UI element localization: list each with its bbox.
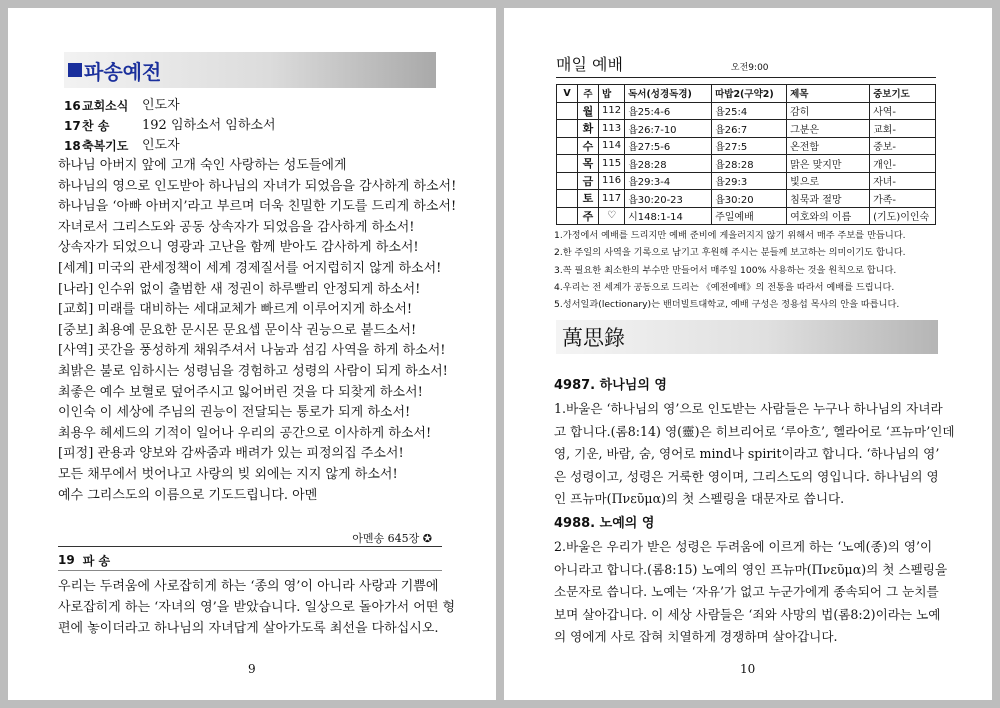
order-label: 찬 송 — [82, 119, 110, 133]
table-header-row — [557, 85, 936, 103]
table-cell: 빛으로 — [787, 172, 870, 190]
table-cell: 욥30:20 — [712, 190, 787, 208]
amen-hymn-reference: 아멘송 645장 ✪ — [352, 532, 432, 545]
prayer-line: 예수 그리스도의 이름으로 기도드립니다. 아멘 — [58, 487, 318, 503]
note-line: 3.꼭 필요한 최소한의 부수만 만들어서 매주일 100% 사용하는 것을 원칙으로 합니다. — [554, 264, 897, 276]
divider — [58, 546, 442, 547]
entry-line: 고 합니다.(롬8:14) 영(靈)은 히브리어로 ‘루아흐’, 헬라어로 ‘프뉴마’인데 — [554, 423, 955, 439]
table-cell: 침묵과 절망 — [787, 190, 870, 208]
table-cell: 주일예배 — [712, 207, 787, 225]
prayer-line: 이인숙 이 세상에 주님의 권능이 전달되는 통로가 되게 하소서! — [58, 405, 411, 421]
entry-line: 2.바울은 우리가 받은 성령은 두려움에 이르게 하는 ‘노예(종)의 영’이 — [554, 539, 933, 554]
prayer-line: 모든 채무에서 벗어나고 사랑의 빚 외에는 지지 않게 하소서! — [58, 466, 398, 482]
entry-line: 은 성령이고, 성령은 거룩한 영이며, 그리스도의 영입니다. 하나님의 영 — [554, 468, 939, 484]
worship-time: 오전9:00 — [730, 63, 769, 73]
note-line: 1.가정에서 예배를 드리지만 예배 준비에 게을러지지 않기 위해서 매주 주보를 만듭니다. — [554, 230, 906, 241]
order-item — [64, 136, 276, 156]
heart-icon: ♡ — [599, 207, 625, 225]
order-label: 축복기도 — [82, 139, 129, 153]
table-cell: 115 — [599, 155, 625, 173]
column-header: 중보기도 — [870, 85, 936, 103]
order-item — [64, 96, 276, 116]
table-cell — [557, 190, 578, 208]
prayer-line: 최용우 헤세드의 기적이 일어나 우리의 공간으로 이사하게 하소서! — [58, 425, 432, 441]
table-row — [557, 190, 936, 208]
table-row — [557, 172, 936, 190]
table-cell: 욥29:3 — [712, 172, 787, 190]
table-cell: 욥26:7-10 — [625, 120, 712, 138]
table-cell — [557, 155, 578, 173]
table-cell: 개인- — [870, 155, 936, 173]
column-header: 따밥2(구약2) — [712, 85, 787, 103]
table-cell: 월 — [578, 102, 599, 120]
table-cell — [557, 207, 578, 225]
table-cell: 욥26:7 — [712, 120, 787, 138]
daily-worship-header — [556, 52, 936, 78]
table-row — [557, 207, 936, 225]
entry-line: 인 프뉴마(Πνεῦμα)의 첫 스펠링을 대문자로 씁니다. — [554, 491, 845, 506]
entry-line: 1.바울은 ‘하나님의 영’으로 인도받는 사람들은 누구나 하나님의 자녀라 — [554, 401, 943, 416]
table-cell: 가족- — [870, 190, 936, 208]
table-cell — [557, 137, 578, 155]
note-line: 2.한 주일의 사역을 기록으로 남기고 후원해 주시는 분들께 보고하는 의미이기도 합니다. — [554, 247, 906, 259]
order-of-service — [64, 96, 276, 156]
entry-line: 영, 기운, 바람, 숨, 영어로 mind나 spirit이라고 합니다. ‘하나님의 영’ — [554, 446, 940, 461]
table-cell: 욥29:3-4 — [625, 172, 712, 190]
table-cell: 116 — [599, 172, 625, 190]
table-cell: 감히 — [787, 102, 870, 120]
prayer-line: [중보] 최용예 문요한 문시몬 문요셉 문이삭 권능으로 붙드소서! — [58, 322, 417, 338]
column-header: 독서(성경독경) — [625, 85, 712, 103]
table-cell: 맑은 맞지만 — [787, 155, 870, 173]
table-cell: 토 — [578, 190, 599, 208]
entry-body — [554, 536, 948, 649]
prayer-line: 상속자가 되었으니 영광과 고난을 함께 받아도 감사하게 하소서! — [58, 240, 419, 256]
table-cell: 화 — [578, 120, 599, 138]
left-page — [8, 8, 496, 700]
dismissal-label: 파 송 — [82, 553, 111, 568]
table-row — [557, 155, 936, 173]
dismissal-text — [58, 576, 456, 639]
table-cell: 사역- — [870, 102, 936, 120]
table-cell: 수 — [578, 137, 599, 155]
entry-line: 소문자로 씁니다. 노예는 ‘자유’가 없고 누군가에게 종속되어 그 눈치를 — [554, 584, 939, 599]
order-number: 17 — [64, 119, 81, 133]
table-cell: 중보- — [870, 137, 936, 155]
entry-heading: 4988. 노예의 영 — [554, 516, 655, 531]
table-cell: 욥28:28 — [712, 155, 787, 173]
order-text: 인도자 — [142, 138, 180, 153]
column-header: 주 — [578, 85, 599, 103]
prayer-line: [사역] 곳간을 풍성하게 채워주셔서 나눔과 섬김 사역을 하게 하소서! — [58, 343, 446, 359]
note-line: 5.성서일과(lectionary)는 밴더빌트대학교, 예배 구성은 정용섭 목사의 안을 따릅니다. — [554, 299, 900, 311]
page-number: 9 — [248, 662, 256, 676]
table-cell: 113 — [599, 120, 625, 138]
order-number: 18 — [64, 139, 81, 153]
table-cell: 온전함 — [787, 137, 870, 155]
section-title-text: 파송예전 — [84, 59, 162, 84]
daily-worship-table — [556, 84, 936, 225]
square-bullet-icon — [68, 63, 82, 77]
table-cell: 주 — [578, 207, 599, 225]
mansa-section-title — [556, 320, 938, 354]
table-row — [557, 137, 936, 155]
order-label: 교회소식 — [82, 99, 129, 113]
dismissal-line: 우리는 두려움에 사로잡히게 하는 ‘종의 영’이 아니라 사랑과 기쁨에 — [58, 579, 439, 594]
column-header: 밥 — [599, 85, 625, 103]
table-cell: 욥25:4 — [712, 102, 787, 120]
table-cell: 112 — [599, 102, 625, 120]
table-cell: 117 — [599, 190, 625, 208]
order-item — [64, 116, 276, 136]
dismissal-number: 19 — [58, 553, 75, 567]
prayer-line: 최밝은 불로 임하시는 성령님을 경험하고 성령의 사람이 되게 하소서! — [58, 363, 448, 379]
table-cell: 자녀- — [870, 172, 936, 190]
table-cell: 욥28:28 — [625, 155, 712, 173]
table-row — [557, 102, 936, 120]
entry-line: 아니라고 합니다.(롬8:15) 노예의 영인 프뉴마(Πνεῦμα)의 첫 스펠링을 — [554, 561, 948, 577]
prayer-line: 하나님 아버지 앞에 고개 숙인 사랑하는 성도들에게 — [58, 158, 347, 173]
right-page — [504, 8, 992, 700]
table-cell: 그분은 — [787, 120, 870, 138]
blessing-prayer — [58, 156, 457, 506]
order-text: 192 임하소서 임하소서 — [142, 118, 276, 133]
note-line: 4.우리는 전 세계가 공동으로 드리는 《예전예배》의 전통을 따라서 예배를 드립니다. — [554, 281, 895, 293]
table-cell: 욥30:20-23 — [625, 190, 712, 208]
table-cell: 욥27:5-6 — [625, 137, 712, 155]
prayer-line: [나라] 인수위 없이 출범한 새 정권이 하루빨리 안정되게 하소서! — [58, 281, 421, 297]
entry-line: 보며 살아갑니다. 이 세상 사람들은 ‘죄와 사망의 법(롬8:2)이라는 노예 — [554, 606, 941, 622]
table-cell: 114 — [599, 137, 625, 155]
bulletin-notes — [554, 227, 944, 313]
table-row — [557, 120, 936, 138]
entry-line: 의 영에게 사로 잡혀 치열하게 경쟁하며 살아갑니다. — [554, 629, 838, 644]
table-cell — [557, 102, 578, 120]
column-header: 제목 — [787, 85, 870, 103]
prayer-line: 최좋은 예수 보혈로 덮어주시고 잃어버린 것을 다 되찾게 하소서! — [58, 384, 423, 400]
table-cell — [557, 120, 578, 138]
table-cell: 욥25:4-6 — [625, 102, 712, 120]
mansa-title-text: 萬思錄 — [562, 326, 625, 350]
table-cell: 욥27:5 — [712, 137, 787, 155]
order-number: 16 — [64, 99, 81, 113]
table-cell: 목 — [578, 155, 599, 173]
table-cell: 시148:1-14 — [625, 207, 712, 225]
entry-body — [554, 398, 955, 511]
dismissal-line: 사로잡히게 하는 ‘자녀의 영’을 받았습니다. 일상으로 돌아가서 어떤 형 — [58, 600, 456, 615]
dismissal-heading — [58, 550, 442, 571]
prayer-line: [세계] 미국의 관세정책이 세계 경제질서를 어지럽히지 않게 하소서! — [58, 260, 442, 276]
prayer-line: 하나님의 영으로 인도받아 하나님의 자녀가 되었음을 감사하게 하소서! — [58, 178, 457, 194]
table-cell — [557, 172, 578, 190]
table-cell: 여호와의 이름 — [787, 207, 870, 225]
page-number: 10 — [740, 662, 756, 676]
table-cell: 교회- — [870, 120, 936, 138]
prayer-line: 하나님을 ‘아빠 아버지’라고 부르며 더욱 친밀한 기도를 드리게 하소서! — [58, 199, 457, 215]
section-title — [64, 52, 436, 88]
column-header: V — [557, 85, 578, 103]
dismissal-line: 편에 놓이더라고 하나님의 자녀답게 살아가도록 최선을 다하십시오. — [58, 621, 439, 636]
table-cell: (기도)이인숙 — [870, 207, 936, 225]
prayer-line: 자녀로서 그리스도와 공동 상속자가 되었음을 감사하게 하소서! — [58, 219, 415, 235]
prayer-line: [교회] 미래를 대비하는 세대교체가 빠르게 이루어지게 하소서! — [58, 302, 413, 318]
order-text: 인도자 — [142, 98, 180, 113]
entry-heading: 4987. 하나님의 영 — [554, 378, 667, 393]
table-cell: 금 — [578, 172, 599, 190]
prayer-line: [피정] 관용과 양보와 감싸줌과 배려가 있는 피정의집 주소서! — [58, 446, 404, 462]
daily-worship-title: 매일 예배 — [556, 55, 623, 74]
